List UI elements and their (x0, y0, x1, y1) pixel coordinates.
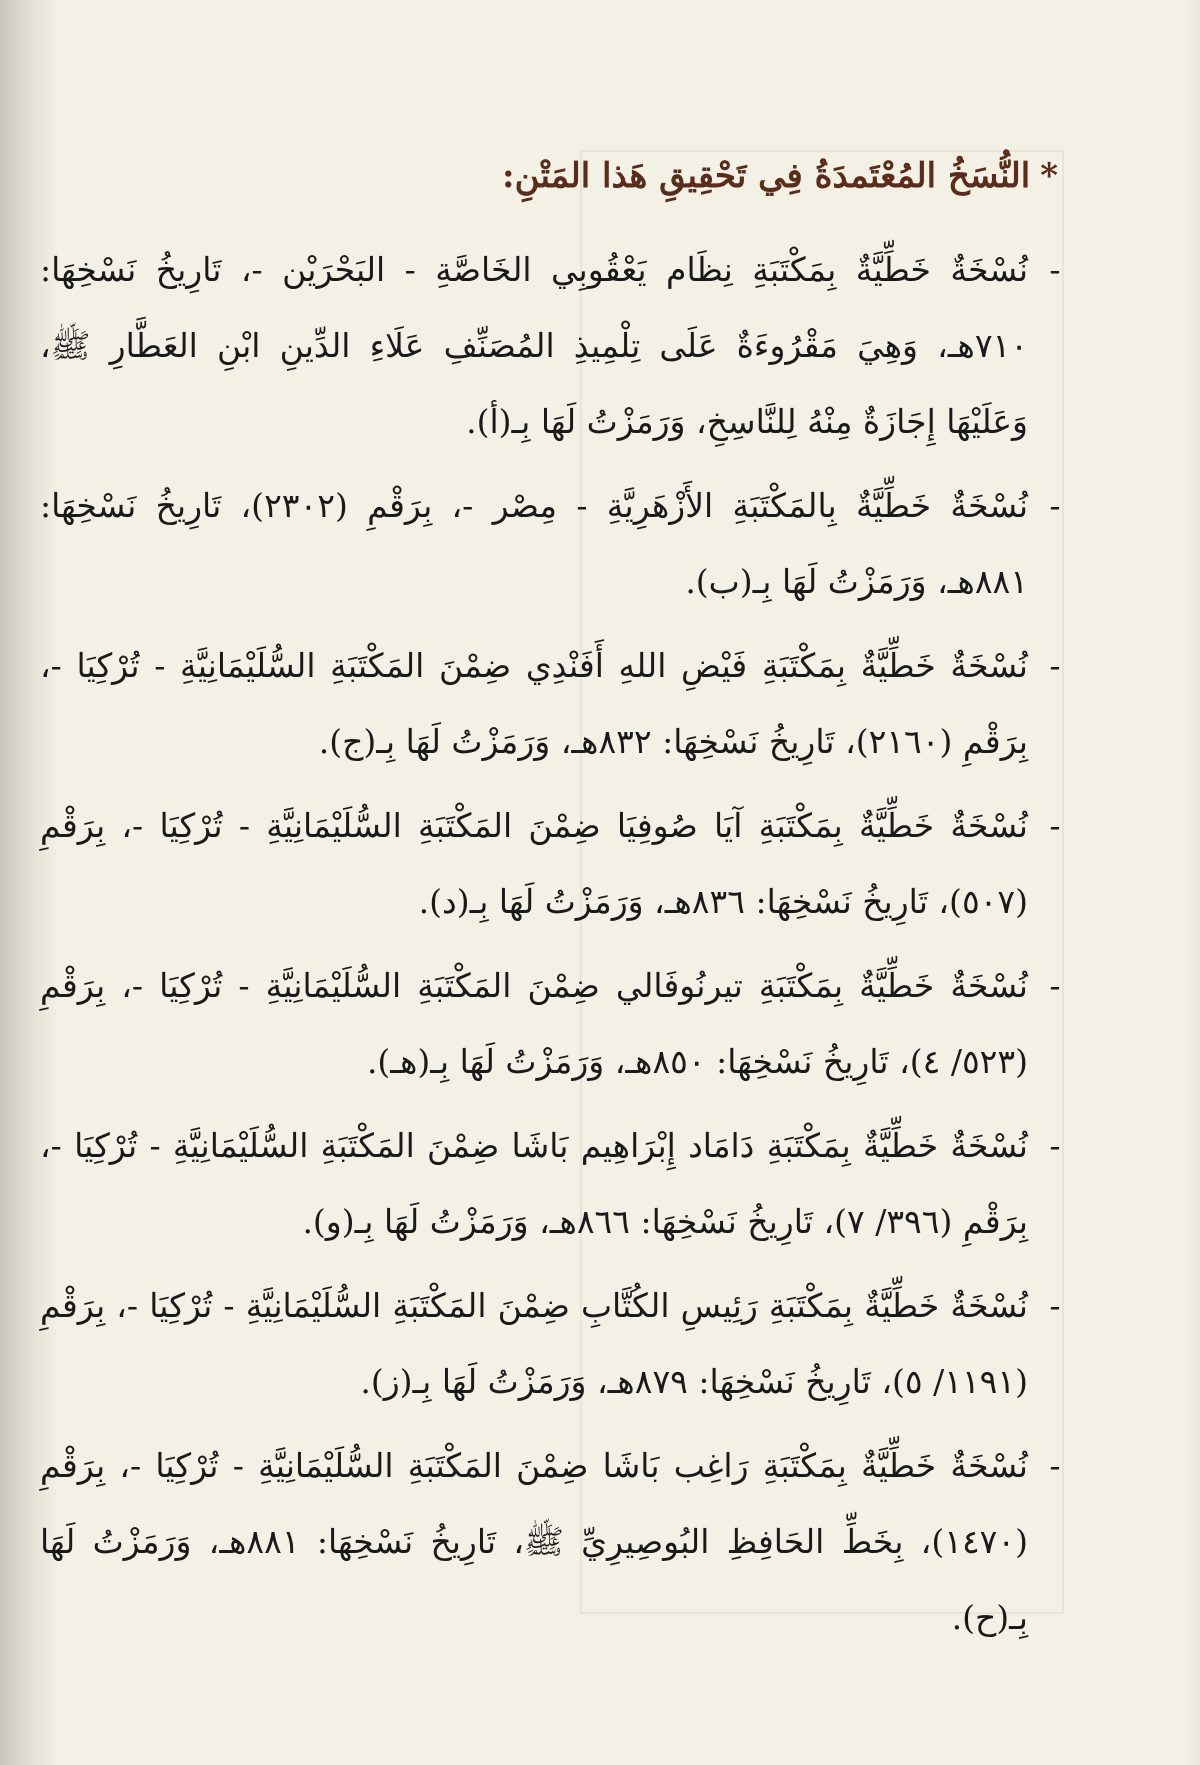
dash-bullet: - (1049, 646, 1061, 685)
list-item-text: نُسْخَةٌ خَطِّيَّةٌ بِمَكْتَبَةِ دَامَاد إِبْرَاهِيم بَاشَا ضِمْنَ المَكْتَبَةِ السُّلَيْمَانِيَّةِ - تُرْكِيَا -، بِرَقْمِ (٣٩٦/ ٧)، تَارِيخُ نَسْخِهَا: ٨٦٦هـ، وَرَمَزْتُ لَهَا بِـ(و). (40, 1126, 1028, 1241)
list-item-text: نُسْخَةٌ خَطِّيَّةٌ بِمَكْتَبَةِ فَيْضِ اللهِ أَفَنْدِي ضِمْنَ المَكْتَبَةِ السُّلَيْمَانِيَّةِ - تُرْكِيَا -، بِرَقْمِ (٢١٦٠)، تَارِيخُ نَسْخِهَا: ٨٣٢هـ، وَرَمَزْتُ لَهَا بِـ(ج). (40, 646, 1028, 761)
list-item-text: نُسْخَةٌ خَطِّيَّةٌ بِمَكْتَبَةِ رَاغِب بَاشَا ضِمْنَ المَكْتَبَةِ السُّلَيْمَانِيَّةِ - تُرْكِيَا -، بِرَقْمِ (١٤٧٠)، بِخَطِّ الحَافِظِ البُوصِيرِيِّ ﷺ، تَارِيخُ نَسْخِهَا: ٨٨١هـ، وَرَمَزْتُ لَهَا بِـ(ح). (40, 1446, 1028, 1637)
list-item (40, 232, 1070, 460)
page-content (40, 150, 1070, 1664)
star-bullet: * (1040, 156, 1058, 196)
list-item (40, 1268, 1070, 1420)
list-item-text: نُسْخَةٌ خَطِّيَّةٌ بِمَكْتَبَةِ تيرنُوفَالي ضِمْنَ المَكْتَبَةِ السُّلَيْمَانِيَّةِ - تُرْكِيَا -، بِرَقْمِ (٥٢٣/ ٤)، تَارِيخُ نَسْخِهَا: ٨٥٠هـ، وَرَمَزْتُ لَهَا بِـ(هـ). (40, 966, 1028, 1081)
list-item-text: نُسْخَةٌ خَطِّيَّةٌ بِمَكْتَبَةِ رَئِيسِ الكُتَّابِ ضِمْنَ المَكْتَبَةِ السُّلَيْمَانِيَّةِ - تُرْكِيَا -، بِرَقْمِ (١١٩١/ ٥)، تَارِيخُ نَسْخِهَا: ٨٧٩هـ، وَرَمَزْتُ لَهَا بِـ(ز). (40, 1286, 1028, 1401)
list-item (40, 1428, 1070, 1656)
section-heading (40, 150, 1070, 202)
list-item (40, 948, 1070, 1100)
dash-bullet: - (1049, 1126, 1061, 1165)
dash-bullet: - (1049, 806, 1061, 845)
dash-bullet: - (1049, 486, 1061, 525)
list-item (40, 1108, 1070, 1260)
list-item (40, 788, 1070, 940)
dash-bullet: - (1049, 1446, 1061, 1485)
list-item (40, 628, 1070, 780)
heading-title: النُّسَخُ المُعْتَمدَةُ فِي تَحْقِيقِ هَذا المَتْنِ: (502, 156, 1031, 196)
list-item-text: نُسْخَةٌ خَطِّيَّةٌ بِمَكْتَبَةِ آيَا صُوفِيَا ضِمْنَ المَكْتَبَةِ السُّلَيْمَانِيَّةِ - تُرْكِيَا -، بِرَقْمِ (٥٠٧)، تَارِيخُ نَسْخِهَا: ٨٣٦هـ، وَرَمَزْتُ لَهَا بِـ(د). (40, 806, 1028, 921)
dash-bullet: - (1049, 250, 1061, 289)
dash-bullet: - (1049, 1286, 1061, 1325)
list-item-text: نُسْخَةٌ خَطِّيَّةٌ بِالمَكْتَبَةِ الأَزْهَرِيَّةِ - مِصْر -، بِرَقْمِ (٢٣٠٢)، تَارِيخُ نَسْخِهَا: ٨٨١هـ، وَرَمَزْتُ لَهَا بِـ(ب). (40, 486, 1028, 601)
list-item (40, 468, 1070, 620)
page-edge (1186, 0, 1200, 1765)
dash-bullet: - (1049, 966, 1061, 1005)
list-item-text: نُسْخَةٌ خَطِّيَّةٌ بِمَكْتَبَةِ نِظَام يَعْقُوبِي الخَاصَّةِ - البَحْرَيْن -، تَارِيخُ نَسْخِهَا: ٧١٠هـ، وَهِيَ مَقْرُوءَةٌ عَلَى تِلْمِيذِ المُصَنِّفِ عَلَاءِ الدِّينِ ابْنِ العَطَّارِ ﷺ، وَعَلَيْهَا إِجَازَةٌ مِنْهُ لِلنَّاسِخِ، وَرَمَزْتُ لَهَا بِـ(أ). (40, 250, 1028, 441)
